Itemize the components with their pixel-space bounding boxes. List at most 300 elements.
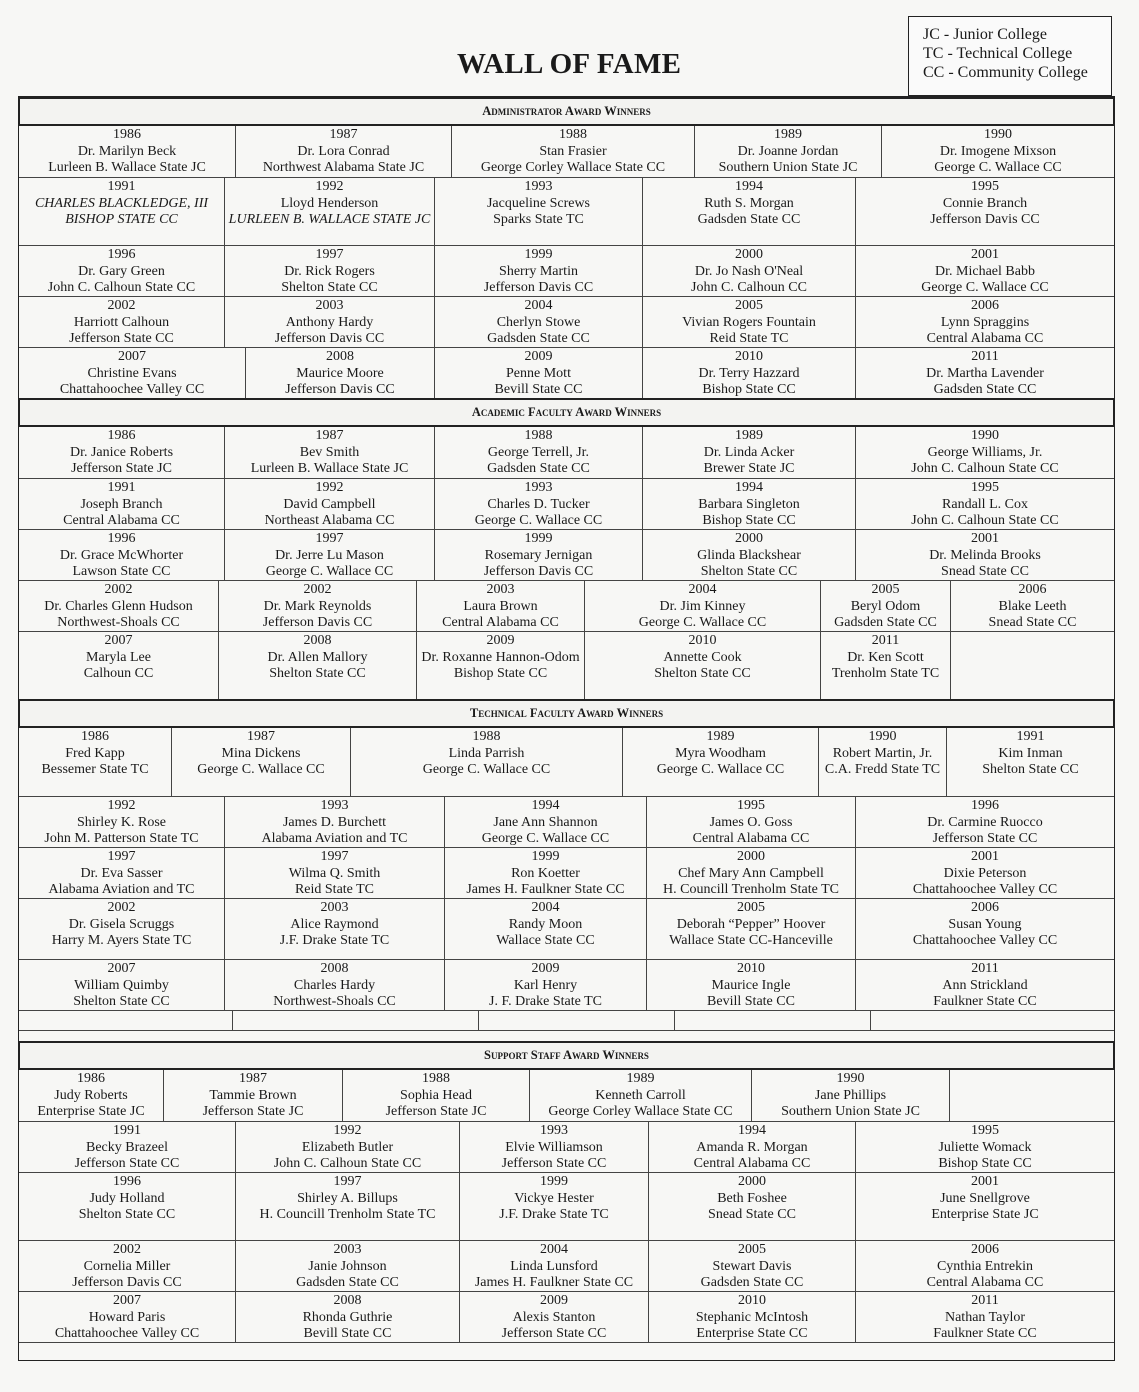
award-year: 1987 bbox=[239, 1071, 267, 1086]
award-year: 1991 bbox=[107, 179, 136, 194]
award-year: 2005 bbox=[871, 582, 900, 597]
award-year: 2004 bbox=[540, 1242, 568, 1257]
winner-school: Snead State CC bbox=[988, 615, 1077, 630]
winner-name: Cynthia Entrekin bbox=[936, 1258, 1034, 1274]
award-year: 2011 bbox=[971, 961, 999, 976]
winner-school: Lurleen B. Wallace State JC bbox=[48, 160, 206, 175]
award-winner-cell bbox=[434, 246, 642, 296]
award-winner-cell bbox=[642, 348, 855, 398]
award-winner-cell bbox=[694, 126, 881, 177]
award-winner-cell bbox=[642, 427, 855, 478]
award-row bbox=[19, 427, 1114, 478]
winner-school: Bishop State CC bbox=[702, 513, 796, 528]
award-year: 2002 bbox=[107, 900, 136, 915]
award-winner-cell bbox=[235, 1122, 459, 1172]
winner-name: Rhonda Guthrie bbox=[302, 1309, 393, 1325]
blank-row bbox=[19, 1010, 1114, 1030]
award-year: 1988 bbox=[559, 127, 587, 142]
winner-school: Central Alabama CC bbox=[693, 1156, 811, 1171]
winner-school: Faulkner State CC bbox=[933, 1326, 1037, 1341]
winner-name: Dr. Charles Glenn Hudson bbox=[44, 598, 193, 614]
winner-name: Dr. Jim Kinney bbox=[659, 598, 746, 614]
award-year: 2005 bbox=[738, 1242, 766, 1257]
award-winner-cell bbox=[459, 1241, 648, 1291]
winner-name: Dr. Mark Reynolds bbox=[263, 598, 372, 614]
award-winner-cell bbox=[434, 427, 642, 478]
winner-name: Amanda R. Morgan bbox=[696, 1139, 808, 1155]
award-winner-cell bbox=[642, 246, 855, 296]
winner-name: Jacqueline Screws bbox=[486, 195, 591, 211]
award-winner-cell bbox=[648, 1122, 855, 1172]
award-winner-cell bbox=[235, 126, 451, 177]
award-winner-cell bbox=[19, 479, 224, 529]
award-year: 2008 bbox=[303, 633, 332, 648]
award-winner-cell bbox=[855, 427, 1114, 478]
winner-name: Cornelia Miller bbox=[83, 1258, 171, 1274]
winner-name: Sherry Martin bbox=[499, 263, 578, 279]
award-winner-cell bbox=[950, 581, 1114, 631]
winner-name: Laura Brown bbox=[463, 598, 538, 614]
winner-name: Beryl Odom bbox=[850, 598, 921, 614]
winner-school: George C. Wallace CC bbox=[422, 762, 551, 777]
award-year: 1989 bbox=[735, 428, 763, 443]
award-winner-cell bbox=[622, 728, 818, 796]
winner-school: Enterprise State JC bbox=[37, 1104, 145, 1119]
winner-school: Jefferson Davis CC bbox=[285, 382, 395, 397]
award-row bbox=[19, 959, 1114, 1010]
award-winner-cell bbox=[642, 297, 855, 347]
winner-school: J.F. Drake State TC bbox=[279, 933, 390, 948]
winner-name: Glinda Blackshear bbox=[697, 547, 801, 563]
award-winner-cell bbox=[855, 1173, 1114, 1240]
winner-school: Wallace State CC-Hanceville bbox=[669, 933, 833, 948]
winner-school: Reid State TC bbox=[709, 331, 789, 346]
award-winner-cell bbox=[444, 848, 646, 898]
award-row bbox=[19, 631, 1114, 699]
winner-name: Vivian Rogers Fountain bbox=[682, 314, 816, 330]
award-year: 1995 bbox=[737, 798, 765, 813]
award-winner-cell bbox=[584, 581, 820, 631]
winner-school: Jefferson State CC bbox=[501, 1326, 607, 1341]
award-winner-cell bbox=[648, 1173, 855, 1240]
empty-cell bbox=[949, 1070, 1114, 1121]
award-winner-cell bbox=[224, 427, 434, 478]
winner-school: John C. Calhoun State CC bbox=[911, 461, 1059, 476]
winner-school: Gadsden State CC bbox=[296, 1275, 399, 1290]
winner-name: Robert Martin, Jr. bbox=[832, 745, 933, 761]
winner-name: George Terrell, Jr. bbox=[487, 444, 590, 460]
award-winner-cell bbox=[855, 848, 1114, 898]
winner-name: Deborah “Pepper” Hoover bbox=[676, 916, 826, 932]
award-winner-cell bbox=[19, 1122, 235, 1172]
winner-name: Harriott Calhoun bbox=[73, 314, 170, 330]
winner-school: Jefferson State JC bbox=[385, 1104, 487, 1119]
award-winner-cell bbox=[646, 960, 855, 1010]
winner-name: Elvie Williamson bbox=[505, 1139, 603, 1155]
winner-name: Linda Lunsford bbox=[510, 1258, 598, 1274]
winner-school: Shelton State CC bbox=[281, 280, 378, 295]
award-winner-cell bbox=[218, 581, 416, 631]
award-year: 2000 bbox=[735, 531, 763, 546]
empty-cell bbox=[478, 1011, 674, 1030]
winner-name: Wilma Q. Smith bbox=[288, 865, 381, 881]
winner-name: Fred Kapp bbox=[65, 745, 125, 761]
award-year: 1999 bbox=[524, 247, 553, 262]
award-winner-cell bbox=[224, 848, 444, 898]
award-row bbox=[19, 1240, 1114, 1291]
award-year: 1991 bbox=[107, 480, 136, 495]
winner-name: Dr. Lora Conrad bbox=[297, 143, 390, 159]
winner-name: Charles Hardy bbox=[293, 977, 376, 993]
winner-school: Jefferson Davis CC bbox=[72, 1275, 182, 1290]
award-year: 1995 bbox=[971, 480, 999, 495]
section-header-support-staff: Support Staff Award Winners bbox=[18, 1041, 1115, 1070]
winner-name: Annette Cook bbox=[663, 649, 742, 665]
award-winner-cell bbox=[19, 1241, 235, 1291]
blank-row bbox=[19, 1342, 1114, 1360]
award-row bbox=[19, 177, 1114, 245]
award-winner-cell bbox=[451, 126, 694, 177]
award-winner-cell bbox=[648, 1241, 855, 1291]
winner-school: Wallace State CC bbox=[496, 933, 595, 948]
winner-name: Dr. Gisela Scruggs bbox=[68, 916, 175, 932]
award-winner-cell bbox=[855, 246, 1114, 296]
winner-school: Brewer State JC bbox=[703, 461, 795, 476]
award-year: 2009 bbox=[540, 1293, 568, 1308]
award-year: 1988 bbox=[524, 428, 553, 443]
award-row bbox=[19, 478, 1114, 529]
winner-name: Anthony Hardy bbox=[285, 314, 374, 330]
winner-name: Dr. Eva Sasser bbox=[80, 865, 163, 881]
award-year: 1997 bbox=[320, 849, 349, 864]
winner-school: Central Alabama CC bbox=[63, 513, 180, 528]
winner-school: Sparks State TC bbox=[493, 212, 584, 227]
award-year: 2000 bbox=[737, 849, 765, 864]
winner-name: Dr. Martha Lavender bbox=[926, 365, 1044, 381]
award-year: 2002 bbox=[107, 298, 136, 313]
award-row bbox=[19, 580, 1114, 631]
empty-cell bbox=[950, 632, 1114, 699]
award-year: 2008 bbox=[320, 961, 349, 976]
award-winner-cell bbox=[434, 530, 642, 580]
page-title: WALL OF FAME bbox=[457, 48, 682, 80]
empty-cell bbox=[674, 1011, 870, 1030]
winner-school: Gadsden State CC bbox=[487, 331, 590, 346]
award-year: 2006 bbox=[971, 900, 999, 915]
award-winner-cell bbox=[459, 1292, 648, 1342]
winner-name: Juliette Womack bbox=[938, 1139, 1032, 1155]
legend-item-cc: CC - Community College bbox=[923, 64, 1088, 81]
award-winner-cell bbox=[224, 297, 434, 347]
winner-school: George C. Wallace CC bbox=[638, 615, 767, 630]
winner-name: Dr. Rick Rogers bbox=[284, 263, 375, 279]
winner-name: Tammie Brown bbox=[209, 1087, 297, 1103]
award-winner-cell bbox=[855, 1122, 1114, 1172]
award-winner-cell bbox=[19, 1070, 163, 1121]
award-year: 1986 bbox=[113, 127, 141, 142]
award-winner-cell bbox=[163, 1070, 342, 1121]
award-year: 2003 bbox=[486, 582, 515, 597]
award-year: 2009 bbox=[524, 349, 553, 364]
award-winner-cell bbox=[171, 728, 350, 796]
award-winner-cell bbox=[646, 899, 855, 959]
award-winner-cell bbox=[235, 1241, 459, 1291]
winner-name: Barbara Singleton bbox=[698, 496, 800, 512]
award-winner-cell bbox=[19, 1173, 235, 1240]
winner-name: Dr. Linda Acker bbox=[703, 444, 795, 460]
award-year: 2007 bbox=[113, 1293, 141, 1308]
award-row bbox=[19, 529, 1114, 580]
award-year: 2008 bbox=[333, 1293, 362, 1308]
award-winner-cell bbox=[224, 797, 444, 847]
winner-name: Janie Johnson bbox=[308, 1258, 387, 1274]
award-year: 2006 bbox=[971, 298, 999, 313]
winner-school: BISHOP STATE CC bbox=[65, 212, 178, 227]
winner-name: Jane Ann Shannon bbox=[493, 814, 598, 830]
award-winner-cell bbox=[855, 960, 1114, 1010]
winner-school: Bevill State CC bbox=[707, 994, 795, 1009]
winner-school: Lawson State CC bbox=[72, 564, 171, 579]
winner-school: Trenholm State TC bbox=[831, 666, 940, 681]
award-year: 2004 bbox=[531, 900, 560, 915]
winner-school: Shelton State CC bbox=[73, 994, 170, 1009]
winner-name: Dr. Grace McWhorter bbox=[59, 547, 184, 563]
winner-school: Central Alabama CC bbox=[692, 831, 810, 846]
empty-cell bbox=[232, 1011, 478, 1030]
winner-school: Bishop State CC bbox=[702, 382, 796, 397]
award-winner-cell bbox=[855, 348, 1114, 398]
award-year: 1993 bbox=[540, 1123, 568, 1138]
section-header-technical-faculty: Technical Faculty Award Winners bbox=[18, 699, 1115, 728]
award-year: 1995 bbox=[971, 179, 999, 194]
legend-item-jc: JC - Junior College bbox=[923, 26, 1047, 43]
winner-school: Chattahoochee Valley CC bbox=[59, 382, 205, 397]
section-header-administrator: Administrator Award Winners bbox=[18, 97, 1115, 126]
award-row bbox=[19, 1070, 1114, 1121]
award-year: 1992 bbox=[333, 1123, 362, 1138]
winner-name: Chef Mary Ann Campbell bbox=[678, 865, 824, 881]
winner-name: Ann Strickland bbox=[942, 977, 1028, 993]
award-winner-cell bbox=[881, 126, 1114, 177]
winner-school: Chattahoochee Valley CC bbox=[912, 933, 1058, 948]
winner-name: Dr. Michael Babb bbox=[935, 263, 1035, 279]
award-year: 1993 bbox=[320, 798, 349, 813]
winner-school: Shelton State CC bbox=[654, 666, 751, 681]
winner-school: John M. Patterson State TC bbox=[44, 831, 199, 846]
award-year: 2011 bbox=[971, 349, 999, 364]
winner-name: Penne Mott bbox=[506, 365, 571, 381]
section-gap bbox=[19, 1030, 1114, 1041]
award-winner-cell bbox=[820, 632, 950, 699]
award-row bbox=[19, 1291, 1114, 1342]
winner-school: Gadsden State CC bbox=[697, 212, 801, 227]
award-winner-cell bbox=[751, 1070, 949, 1121]
winner-name: George Williams, Jr. bbox=[927, 444, 1043, 460]
award-year: 1991 bbox=[1016, 729, 1045, 744]
winner-name: Judy Holland bbox=[89, 1190, 165, 1206]
award-year: 1996 bbox=[113, 1174, 141, 1189]
winner-school: Bevill State CC bbox=[303, 1326, 392, 1341]
winner-school: Alabama Aviation and TC bbox=[261, 831, 408, 846]
award-year: 1994 bbox=[735, 179, 763, 194]
award-winner-cell bbox=[342, 1070, 529, 1121]
award-year: 2010 bbox=[737, 961, 765, 976]
winner-name: Howard Paris bbox=[88, 1309, 166, 1325]
award-year: 1986 bbox=[77, 1071, 105, 1086]
winner-school: Jefferson Davis CC bbox=[274, 331, 385, 346]
section-header-academic-faculty: Academic Faculty Award Winners bbox=[18, 398, 1115, 427]
winner-school: George C. Wallace CC bbox=[934, 160, 1062, 175]
winner-name: Alice Raymond bbox=[290, 916, 379, 932]
winner-name: CHARLES BLACKLEDGE, III bbox=[34, 195, 209, 211]
winner-name: Dr. Janice Roberts bbox=[69, 444, 174, 460]
award-winner-cell bbox=[855, 899, 1114, 959]
winner-school: Jefferson Davis CC bbox=[262, 615, 373, 630]
winner-school: Reid State TC bbox=[294, 882, 375, 897]
winner-name: Mina Dickens bbox=[221, 745, 301, 761]
award-year: 2002 bbox=[104, 582, 133, 597]
award-winner-cell bbox=[19, 246, 224, 296]
winner-school: Snead State CC bbox=[708, 1207, 796, 1222]
winner-school: Gadsden State CC bbox=[933, 382, 1037, 397]
winner-name: David Campbell bbox=[283, 496, 376, 512]
award-winner-cell bbox=[444, 899, 646, 959]
winner-school: Alabama Aviation and TC bbox=[48, 882, 195, 897]
award-year: 1993 bbox=[524, 480, 553, 495]
winner-school: Faulkner State CC bbox=[933, 994, 1037, 1009]
award-year: 2011 bbox=[871, 633, 900, 648]
award-year: 2003 bbox=[315, 298, 344, 313]
award-year: 1996 bbox=[971, 798, 999, 813]
winner-name: Dr. Melinda Brooks bbox=[929, 547, 1041, 563]
award-table bbox=[18, 96, 1115, 1361]
award-winner-cell bbox=[19, 178, 224, 245]
winner-school: George C. Wallace CC bbox=[197, 762, 325, 777]
winner-name: Kenneth Carroll bbox=[595, 1087, 686, 1103]
award-year: 2009 bbox=[486, 633, 515, 648]
winner-school: Northwest Alabama State JC bbox=[262, 160, 425, 175]
winner-name: Alexis Stanton bbox=[512, 1309, 596, 1325]
award-year: 1997 bbox=[315, 247, 344, 262]
award-winner-cell bbox=[818, 728, 946, 796]
winner-school: Jefferson Davis CC bbox=[483, 564, 594, 579]
winner-school: Jefferson State CC bbox=[501, 1156, 607, 1171]
award-winner-cell bbox=[434, 348, 642, 398]
award-year: 1997 bbox=[333, 1174, 362, 1189]
award-winner-cell bbox=[19, 581, 218, 631]
award-year: 2000 bbox=[738, 1174, 766, 1189]
award-winner-cell bbox=[642, 530, 855, 580]
award-winner-cell bbox=[648, 1292, 855, 1342]
award-year: 1999 bbox=[531, 849, 560, 864]
award-year: 1999 bbox=[540, 1174, 568, 1189]
award-year: 1988 bbox=[422, 1071, 450, 1086]
empty-cell bbox=[870, 1011, 1114, 1030]
award-winner-cell bbox=[820, 581, 950, 631]
winner-school: Bishop State CC bbox=[938, 1156, 1032, 1171]
winner-school: Bessemer State TC bbox=[41, 762, 149, 777]
award-year: 1994 bbox=[735, 480, 763, 495]
winner-school: Lurleen B. Wallace State JC bbox=[250, 461, 409, 476]
award-year: 2003 bbox=[320, 900, 349, 915]
winner-name: James O. Goss bbox=[709, 814, 793, 830]
winner-name: Beth Foshee bbox=[717, 1190, 787, 1206]
winner-name: Nathan Taylor bbox=[944, 1309, 1025, 1325]
winner-school: Gadsden State CC bbox=[700, 1275, 804, 1290]
winner-school: Central Alabama CC bbox=[926, 1275, 1044, 1290]
winner-school: Chattahoochee Valley CC bbox=[912, 882, 1058, 897]
award-year: 1992 bbox=[315, 480, 344, 495]
award-winner-cell bbox=[434, 297, 642, 347]
winner-school: Southern Union State JC bbox=[781, 1104, 920, 1119]
winner-school: Jefferson State CC bbox=[69, 331, 174, 346]
award-year: 2009 bbox=[531, 961, 560, 976]
award-winner-cell bbox=[224, 960, 444, 1010]
award-winner-cell bbox=[855, 1292, 1114, 1342]
award-year: 2007 bbox=[118, 349, 146, 364]
award-winner-cell bbox=[19, 530, 224, 580]
award-year: 1997 bbox=[107, 849, 136, 864]
award-winner-cell bbox=[350, 728, 622, 796]
winner-school: Shelton State CC bbox=[982, 762, 1079, 777]
award-winner-cell bbox=[855, 297, 1114, 347]
winner-name: Blake Leeth bbox=[998, 598, 1067, 614]
winner-name: Dr. Gary Green bbox=[78, 263, 165, 279]
award-year: 2010 bbox=[688, 633, 717, 648]
award-year: 1992 bbox=[315, 179, 344, 194]
winner-name: Maurice Ingle bbox=[711, 977, 791, 993]
award-winner-cell bbox=[855, 530, 1114, 580]
award-year: 1993 bbox=[524, 179, 553, 194]
award-year: 1994 bbox=[738, 1123, 766, 1138]
award-winner-cell bbox=[19, 632, 218, 699]
winner-name: Dr. Marilyn Beck bbox=[77, 143, 177, 159]
winner-name: Becky Brazeel bbox=[85, 1139, 168, 1155]
winner-name: Dr. Imogene Mixson bbox=[939, 143, 1057, 159]
award-year: 1991 bbox=[113, 1123, 141, 1138]
award-year: 1987 bbox=[247, 729, 275, 744]
award-year: 2003 bbox=[333, 1242, 362, 1257]
winner-school: James H. Faulkner State CC bbox=[466, 882, 625, 897]
winner-name: Jane Phillips bbox=[814, 1087, 887, 1103]
award-winner-cell bbox=[584, 632, 820, 699]
winner-school: Jefferson State JC bbox=[202, 1104, 304, 1119]
award-winner-cell bbox=[19, 427, 224, 478]
award-year: 2005 bbox=[737, 900, 765, 915]
winner-school: James H. Faulkner State CC bbox=[474, 1275, 634, 1290]
award-winner-cell bbox=[434, 479, 642, 529]
winner-school: John C. Calhoun State CC bbox=[911, 513, 1059, 528]
winner-name: Myra Woodham bbox=[675, 745, 766, 761]
award-year: 2010 bbox=[738, 1293, 766, 1308]
award-row bbox=[19, 126, 1114, 177]
winner-name: Linda Parrish bbox=[448, 745, 525, 761]
winner-school: George C. Wallace CC bbox=[265, 564, 394, 579]
award-winner-cell bbox=[855, 479, 1114, 529]
award-winner-cell bbox=[946, 728, 1114, 796]
winner-name: Kim Inman bbox=[998, 745, 1063, 761]
winner-name: Joseph Branch bbox=[80, 496, 163, 512]
winner-school: Jefferson Davis CC bbox=[930, 212, 1040, 227]
award-year: 2004 bbox=[688, 582, 717, 597]
award-year: 2005 bbox=[735, 298, 763, 313]
winner-school: Enterprise State JC bbox=[931, 1207, 1039, 1222]
winner-name: Connie Branch bbox=[942, 195, 1028, 211]
award-winner-cell bbox=[855, 178, 1114, 245]
award-winner-cell bbox=[224, 178, 434, 245]
winner-name: Bev Smith bbox=[299, 444, 360, 460]
award-year: 1995 bbox=[971, 1123, 999, 1138]
